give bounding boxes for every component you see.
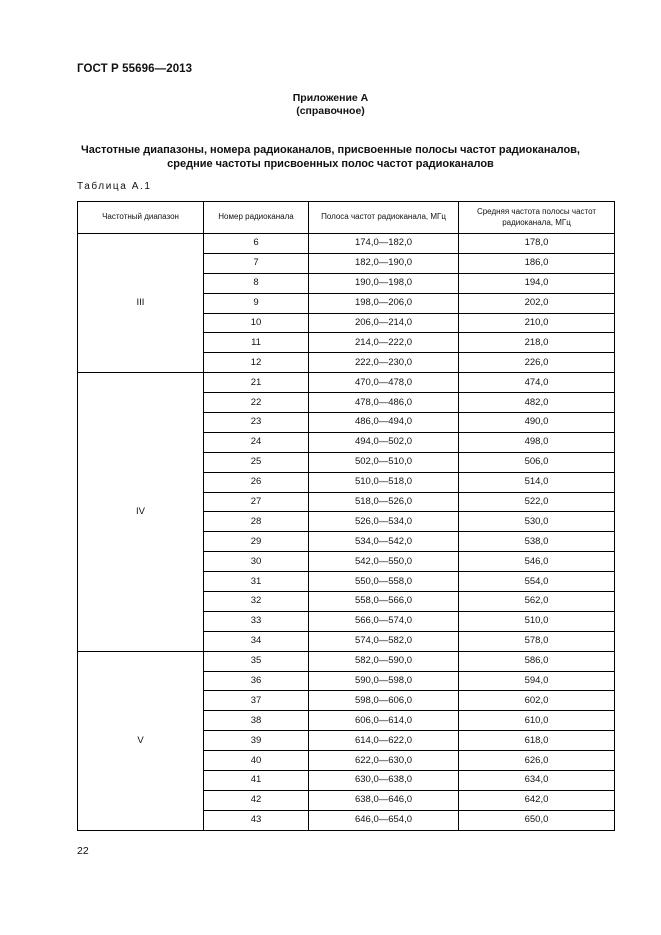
cell-range: 622,0—630,0 xyxy=(309,751,459,771)
cell-range: 646,0—654,0 xyxy=(309,810,459,830)
document-title xyxy=(60,143,601,171)
cell-channel: 11 xyxy=(204,333,309,353)
frequency-table xyxy=(77,201,615,831)
cell-center: 650,0 xyxy=(459,810,615,830)
cell-range: 558,0—566,0 xyxy=(309,592,459,612)
cell-center: 618,0 xyxy=(459,731,615,751)
cell-channel: 37 xyxy=(204,691,309,711)
table-header-row xyxy=(78,202,615,234)
title-line-2: средние частоты присвоенных полос частот радиоканалов xyxy=(167,158,494,170)
cell-center: 642,0 xyxy=(459,790,615,810)
cell-range: 486,0—494,0 xyxy=(309,413,459,433)
cell-range: 494,0—502,0 xyxy=(309,432,459,452)
cell-range: 214,0—222,0 xyxy=(309,333,459,353)
cell-center: 634,0 xyxy=(459,771,615,791)
header-band: Частотный диапазон xyxy=(78,202,204,234)
cell-center: 530,0 xyxy=(459,512,615,532)
header-center: Средняя частота полосы частот радиоканала, МГц xyxy=(459,202,615,234)
cell-center: 610,0 xyxy=(459,711,615,731)
table-label: Таблица А.1 xyxy=(77,181,152,192)
cell-range: 198,0—206,0 xyxy=(309,293,459,313)
cell-range: 542,0—550,0 xyxy=(309,552,459,572)
annex-title: Приложение А xyxy=(292,92,369,104)
cell-range: 526,0—534,0 xyxy=(309,512,459,532)
cell-range: 206,0—214,0 xyxy=(309,313,459,333)
cell-range: 518,0—526,0 xyxy=(309,492,459,512)
cell-channel: 10 xyxy=(204,313,309,333)
cell-center: 562,0 xyxy=(459,592,615,612)
table-row xyxy=(78,234,615,254)
cell-center: 586,0 xyxy=(459,651,615,671)
cell-channel: 29 xyxy=(204,532,309,552)
cell-range: 510,0—518,0 xyxy=(309,472,459,492)
cell-channel: 40 xyxy=(204,751,309,771)
cell-channel: 7 xyxy=(204,253,309,273)
cell-center: 602,0 xyxy=(459,691,615,711)
cell-channel: 8 xyxy=(204,273,309,293)
cell-band: III xyxy=(78,234,204,373)
cell-range: 550,0—558,0 xyxy=(309,572,459,592)
table-row xyxy=(78,373,615,393)
cell-channel: 25 xyxy=(204,452,309,472)
cell-channel: 42 xyxy=(204,790,309,810)
table-row xyxy=(78,651,615,671)
cell-center: 210,0 xyxy=(459,313,615,333)
cell-center: 554,0 xyxy=(459,572,615,592)
cell-center: 498,0 xyxy=(459,432,615,452)
cell-center: 202,0 xyxy=(459,293,615,313)
cell-channel: 27 xyxy=(204,492,309,512)
cell-center: 514,0 xyxy=(459,472,615,492)
cell-channel: 21 xyxy=(204,373,309,393)
title-line-1: Частотные диапазоны, номера радиоканалов, присвоенные полосы частот радиоканалов, xyxy=(80,144,580,156)
header-range: Полоса частот радиоканала, МГц xyxy=(309,202,459,234)
cell-range: 638,0—646,0 xyxy=(309,790,459,810)
cell-channel: 6 xyxy=(204,234,309,254)
cell-range: 174,0—182,0 xyxy=(309,234,459,254)
cell-channel: 31 xyxy=(204,572,309,592)
cell-center: 226,0 xyxy=(459,353,615,373)
cell-band: V xyxy=(78,651,204,830)
cell-range: 574,0—582,0 xyxy=(309,631,459,651)
cell-center: 490,0 xyxy=(459,413,615,433)
cell-range: 470,0—478,0 xyxy=(309,373,459,393)
cell-center: 218,0 xyxy=(459,333,615,353)
cell-channel: 41 xyxy=(204,771,309,791)
cell-center: 506,0 xyxy=(459,452,615,472)
cell-range: 534,0—542,0 xyxy=(309,532,459,552)
standard-designation: ГОСТ Р 55696—2013 xyxy=(77,63,193,75)
cell-channel: 24 xyxy=(204,432,309,452)
cell-channel: 28 xyxy=(204,512,309,532)
cell-range: 502,0—510,0 xyxy=(309,452,459,472)
cell-band: IV xyxy=(78,373,204,651)
cell-channel: 32 xyxy=(204,592,309,612)
cell-channel: 39 xyxy=(204,731,309,751)
table-body xyxy=(78,234,615,831)
cell-center: 178,0 xyxy=(459,234,615,254)
cell-range: 222,0—230,0 xyxy=(309,353,459,373)
cell-center: 546,0 xyxy=(459,552,615,572)
cell-channel: 23 xyxy=(204,413,309,433)
cell-center: 482,0 xyxy=(459,393,615,413)
cell-range: 590,0—598,0 xyxy=(309,671,459,691)
cell-range: 582,0—590,0 xyxy=(309,651,459,671)
cell-channel: 26 xyxy=(204,472,309,492)
cell-center: 186,0 xyxy=(459,253,615,273)
cell-center: 626,0 xyxy=(459,751,615,771)
cell-channel: 34 xyxy=(204,631,309,651)
cell-channel: 22 xyxy=(204,393,309,413)
cell-channel: 30 xyxy=(204,552,309,572)
annex-heading xyxy=(0,92,661,118)
cell-channel: 9 xyxy=(204,293,309,313)
cell-center: 594,0 xyxy=(459,671,615,691)
cell-range: 606,0—614,0 xyxy=(309,711,459,731)
cell-center: 194,0 xyxy=(459,273,615,293)
cell-center: 522,0 xyxy=(459,492,615,512)
cell-range: 190,0—198,0 xyxy=(309,273,459,293)
cell-range: 566,0—574,0 xyxy=(309,611,459,631)
cell-channel: 35 xyxy=(204,651,309,671)
cell-range: 614,0—622,0 xyxy=(309,731,459,751)
cell-channel: 12 xyxy=(204,353,309,373)
cell-channel: 38 xyxy=(204,711,309,731)
cell-range: 478,0—486,0 xyxy=(309,393,459,413)
cell-channel: 36 xyxy=(204,671,309,691)
cell-range: 598,0—606,0 xyxy=(309,691,459,711)
cell-range: 630,0—638,0 xyxy=(309,771,459,791)
cell-channel: 33 xyxy=(204,611,309,631)
cell-channel: 43 xyxy=(204,810,309,830)
cell-center: 474,0 xyxy=(459,373,615,393)
cell-range: 182,0—190,0 xyxy=(309,253,459,273)
cell-center: 578,0 xyxy=(459,631,615,651)
cell-center: 538,0 xyxy=(459,532,615,552)
cell-center: 510,0 xyxy=(459,611,615,631)
header-channel: Номер радиоканала xyxy=(204,202,309,234)
page-number: 22 xyxy=(77,845,89,857)
annex-subtitle: (справочное) xyxy=(296,105,365,117)
